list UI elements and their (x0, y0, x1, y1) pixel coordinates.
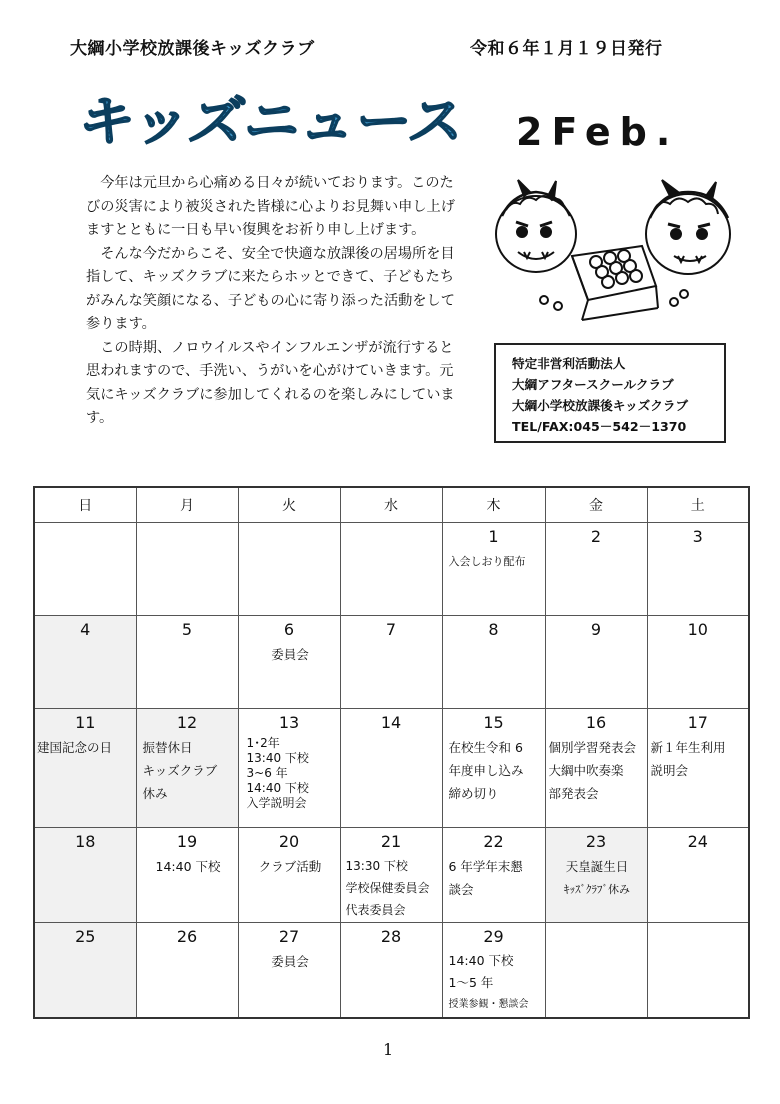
day-event: 振替休日 (142, 740, 193, 755)
calendar-day (647, 828, 749, 923)
intro-paragraph: 今年は元旦から心痛める日々が続いております。このたびの災害により被災された皆様に心よりお見舞い申し上げますとともに一日も早い復興をお祈り申し上げます。 (86, 175, 455, 238)
day-number: 6 (283, 620, 295, 639)
day-number: 9 (590, 620, 602, 639)
day-event: 在校生令和 6 (448, 740, 523, 755)
oni-left-icon (496, 180, 576, 272)
calendar-day-empty (340, 523, 442, 616)
day-number: 26 (176, 927, 198, 946)
day-number: 13 (278, 713, 300, 732)
calendar-day (442, 709, 545, 828)
day-number: 2 (590, 527, 602, 546)
day-number: 25 (75, 927, 96, 946)
calendar-week (34, 709, 749, 828)
day-number: 11 (75, 713, 96, 732)
day-event: 3~6 年 (246, 766, 288, 780)
day-event: 14:40 下校 (448, 953, 514, 968)
day-event: クラブ活動 (258, 859, 322, 874)
calendar-week (34, 923, 749, 1018)
day-number: 23 (585, 832, 607, 851)
calendar-day (545, 616, 647, 709)
calendar-day (340, 709, 442, 828)
day-number: 10 (687, 620, 708, 639)
calendar-day (34, 923, 136, 1018)
day-event: 13:40 下校 (246, 751, 309, 765)
intro-paragraph: そんな今だからこそ、安全で快適な放課後の居場所を目指して、キッズクラブに来たらホッとできて、子どもたちがみんな笑顔になる、子どもの心に寄り添った活動をして参ります。 (86, 245, 455, 332)
day-number: 19 (176, 832, 198, 851)
intro-text (86, 172, 466, 431)
calendar-day (545, 828, 647, 923)
day-event: 大綱中吹奏楽 (548, 763, 624, 778)
calendar-week (34, 828, 749, 923)
newsletter-title-logo (82, 88, 472, 154)
day-event: 6 年学年末懇 (448, 859, 523, 874)
calendar-day (136, 616, 238, 709)
day-event: 新１年生利用 (650, 740, 726, 755)
day-number: 24 (687, 832, 708, 851)
contact-line: 特定非営利活動法人 (512, 356, 626, 371)
day-number: 18 (75, 832, 96, 851)
day-event: 14:40 下校 (155, 859, 221, 874)
calendar-day (136, 709, 238, 828)
day-event: 建国記念の日 (37, 740, 113, 755)
day-event: 入学説明会 (246, 796, 307, 810)
weekday-header: 金 (545, 487, 647, 523)
calendar-day (238, 616, 340, 709)
day-event: 入会しおり配布 (448, 555, 526, 568)
day-number: 29 (483, 927, 504, 946)
calendar-day (34, 828, 136, 923)
page-number: 1 (383, 1040, 394, 1059)
day-event: 年度申し込み (448, 763, 524, 778)
day-number: 16 (585, 713, 607, 732)
weekday-header-row (34, 487, 749, 523)
weekday-header: 日 (34, 487, 136, 523)
calendar-day (136, 923, 238, 1018)
organization-header: 大綱小学校放課後キッズクラブ (70, 39, 315, 59)
calendar-day-empty (545, 923, 647, 1018)
day-event: 説明会 (650, 763, 689, 778)
day-event: 委員会 (271, 647, 309, 662)
calendar-day (545, 523, 647, 616)
calendar-week (34, 523, 749, 616)
calendar-day (136, 828, 238, 923)
intro-paragraph: この時期、ノロウイルスやインフルエンザが流行すると思われますので、手洗い、うがいを心がけていきます。元気にキッズクラブに参加してくれるのを楽しみにしています。 (86, 339, 455, 426)
day-number: 14 (380, 713, 402, 732)
weekday-header: 木 (442, 487, 545, 523)
day-event: 授業参観・懇談会 (448, 999, 529, 1010)
day-event: 代表委員会 (345, 903, 406, 917)
day-number: 1 (488, 527, 499, 546)
day-event: 委員会 (271, 954, 309, 969)
month-label: 2Feb. (516, 110, 680, 154)
weekday-header: 土 (647, 487, 749, 523)
calendar-day (442, 616, 545, 709)
contact-line: 大綱小学校放課後キッズクラブ (512, 398, 689, 413)
calendar-day (442, 923, 545, 1018)
day-number: 5 (181, 620, 193, 639)
calendar-day (238, 828, 340, 923)
day-event: 13:30 下校 (345, 859, 408, 873)
weekday-header: 水 (340, 487, 442, 523)
contact-phone: TEL/FAX:045－542－1370 (512, 419, 687, 434)
february-calendar (33, 486, 750, 1019)
calendar-day (545, 709, 647, 828)
calendar-day-empty (34, 523, 136, 616)
oni-mamemaki-illustration (484, 176, 750, 328)
day-event: キッズクラブ (142, 763, 218, 778)
calendar-day (340, 828, 442, 923)
day-event: ｷｯｽﾞｸﾗﾌﾞ休み (564, 883, 630, 896)
day-event: 休み (142, 786, 168, 801)
calendar-day (647, 616, 749, 709)
calendar-day (340, 923, 442, 1018)
day-event: 部発表会 (548, 786, 599, 801)
day-event: 談会 (448, 882, 474, 897)
logo-text: キッズニュース (82, 90, 458, 153)
day-event: 1～5 年 (448, 975, 494, 990)
day-number: 15 (483, 713, 504, 732)
day-event: 学校保健委員会 (345, 881, 430, 895)
oni-right-icon (646, 180, 730, 274)
day-number: 3 (692, 527, 703, 546)
calendar-day-empty (238, 523, 340, 616)
calendar-day (34, 616, 136, 709)
issue-date: 令和６年１月１９日発行 (470, 39, 663, 59)
day-number: 22 (483, 832, 504, 851)
day-number: 12 (176, 713, 198, 732)
day-number: 27 (278, 927, 300, 946)
calendar-week (34, 616, 749, 709)
day-event: 14:40 下校 (246, 781, 309, 795)
day-number: 28 (380, 927, 402, 946)
day-event: 個別学習発表会 (548, 740, 637, 755)
day-number: 17 (687, 713, 708, 732)
calendar-day (238, 923, 340, 1018)
day-number: 21 (380, 832, 402, 851)
calendar-day-empty (136, 523, 238, 616)
calendar-day (442, 828, 545, 923)
contact-line: 大綱アフタースクールクラブ (512, 377, 674, 392)
day-number: 4 (80, 620, 91, 639)
weekday-header: 月 (136, 487, 238, 523)
day-event: 締め切り (448, 786, 499, 801)
day-event: 天皇誕生日 (565, 859, 629, 874)
day-number: 7 (385, 620, 397, 639)
calendar-day (442, 523, 545, 616)
calendar-day (238, 709, 340, 828)
day-number: 20 (278, 832, 300, 851)
weekday-header: 火 (238, 487, 340, 523)
calendar-day-empty (647, 923, 749, 1018)
calendar-day (340, 616, 442, 709)
calendar-day (647, 523, 749, 616)
calendar-day (34, 709, 136, 828)
contact-box (494, 343, 726, 443)
day-number: 8 (488, 620, 499, 639)
calendar-day (647, 709, 749, 828)
day-event: 1･2年 (246, 736, 280, 750)
